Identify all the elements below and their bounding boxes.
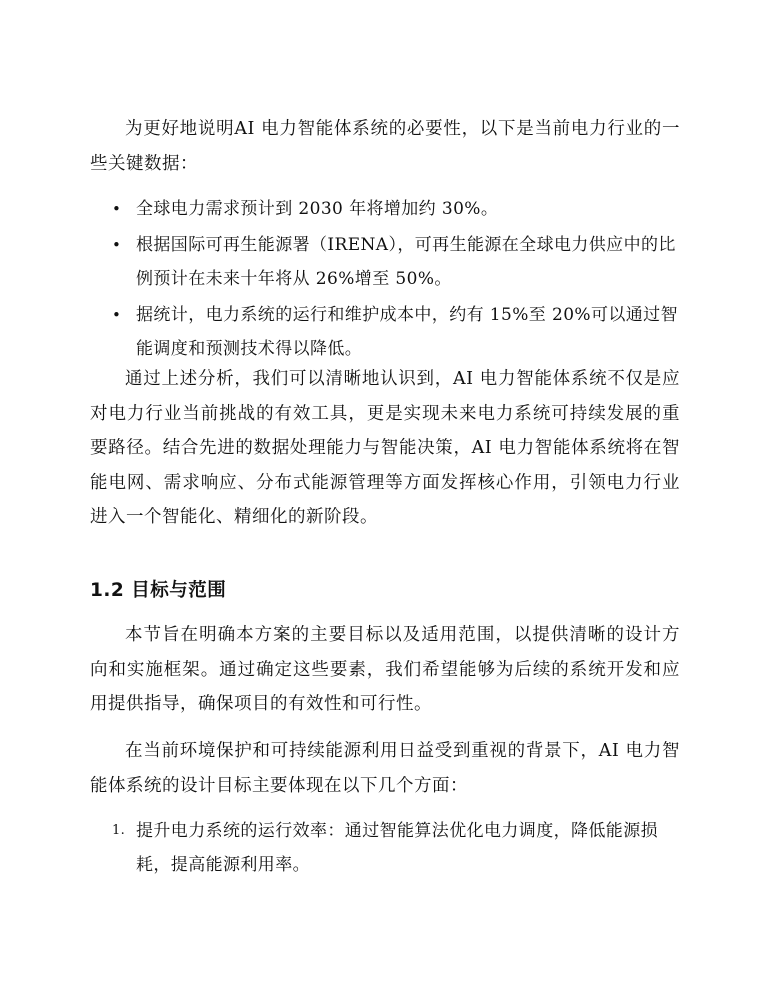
- bullet-marker: •: [112, 236, 122, 254]
- section-number: 1.2: [90, 580, 125, 601]
- list-item: [90, 814, 680, 882]
- section-title: 目标与范围: [131, 580, 227, 601]
- section-intro-paragraph: 本节旨在明确本方案的主要目标以及适用范围，以提供清晰的设计方向和实施框架。通过确定这些要素，我们希望能够为后续的系统开发和应用提供指导，确保项目的有效性和可行性。: [90, 625, 680, 714]
- list-item: [90, 298, 680, 366]
- intro-paragraph: 为更好地说明AI 电力智能体系统的必要性，以下是当前电力行业的一些关键数据：: [90, 119, 680, 174]
- list-number: 1.: [112, 823, 126, 838]
- key-data-list: [90, 192, 680, 366]
- bullet-marker: •: [112, 306, 122, 324]
- list-item-text: 根据国际可再生能源署（IRENA），可再生能源在全球电力供应中的比例预计在未来十年将从 26%增至 50%。: [136, 235, 676, 289]
- bullet-marker: •: [112, 200, 122, 218]
- analysis-paragraph: 通过上述分析，我们可以清晰地认识到，AI 电力智能体系统不仅是应对电力行业当前挑战的有效工具，更是实现未来电力系统可持续发展的重要路径。结合先进的数据处理能力与智能决策，AI 电力智能体系统将在智能电网、需求响应、分布式能源管理等方面发挥核心作用，引领电力行业进入一个智能化、精细化的新阶段。: [90, 369, 680, 527]
- goals-list: [90, 814, 680, 882]
- list-item-text: 据统计，电力系统的运行和维护成本中，约有 15%至 20%可以通过智能调度和预测技术得以降低。: [136, 305, 678, 359]
- goals-intro-paragraph: 在当前环境保护和可持续能源利用日益受到重视的背景下，AI 电力智能体系统的设计目标主要体现在以下几个方面：: [90, 741, 680, 796]
- list-item: [90, 192, 680, 226]
- list-item: [90, 228, 680, 296]
- list-item-text: 全球电力需求预计到 2030 年将增加约 30%。: [136, 199, 499, 219]
- list-item-text: 提升电力系统的运行效率：通过智能算法优化电力调度，降低能源损耗，提高能源利用率。: [136, 821, 658, 875]
- section-heading: [90, 574, 226, 608]
